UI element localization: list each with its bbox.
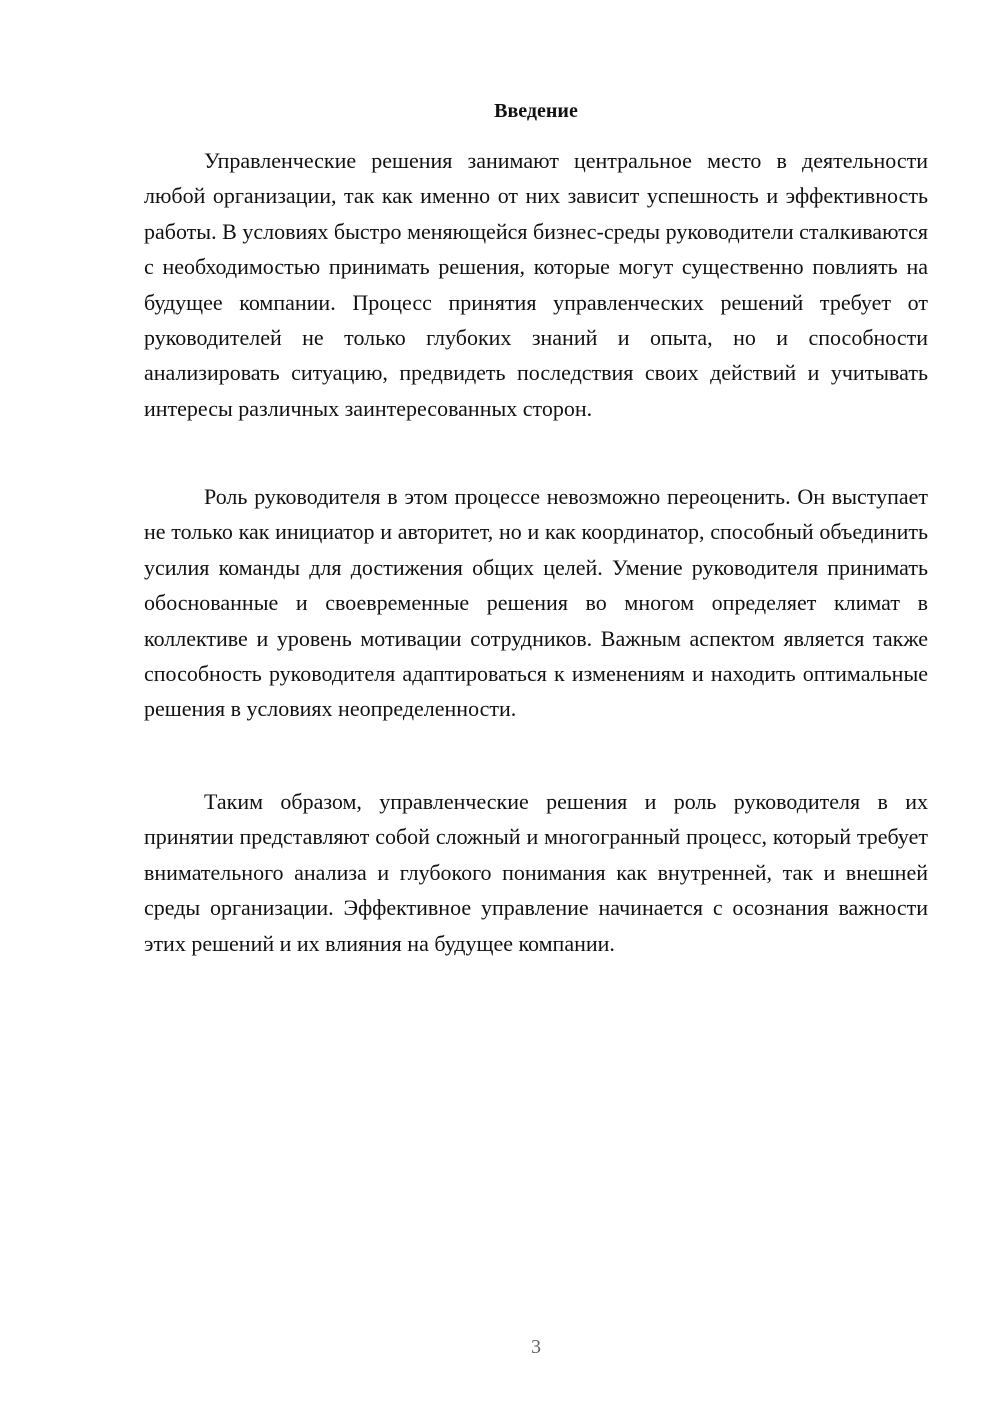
page-number: 3 xyxy=(531,1336,541,1358)
paragraph-conclusion: Таким образом, управленческие решения и роль руководителя в их принятии представляют собой сложный и многогранный процесс, который требует внимательного анализа и глубокого понимания как внутренней, так и внешней среды организации. Эффективное управление начинается с осознания важности этих решений и их влияния на будущее компании. xyxy=(144,789,928,956)
paragraph-manager-role: Роль руководителя в этом процессе невозможно переоценить. Он выступает не только как инициатор и авторитет, но и как координатор, способный объединить усилия команды для достижения общих целей. Умение руководителя принимать обоснованные и своевременные решения во многом определяет климат в коллективе и уровень мотивации сотрудников. Важным аспектом является также способность руководителя адаптироваться к изменениям и находить оптимальные решения в условиях неопределенности. xyxy=(144,484,928,722)
paragraph-intro: Управленческие решения занимают центральное место в деятельности любой организации, так как именно от них зависит успешность и эффективность работы. В условиях быстро меняющейся бизнес-среды руководители сталкиваются с необходимостью принимать решения, которые могут существенно повлиять на будущее компании. Процесс принятия управленческих решений требует от руководителей не только глубоких знаний и опыта, но и способности анализировать ситуацию, предвидеть последствия своих действий и учитывать интересы различных заинтересованных сторон. xyxy=(144,148,928,421)
page-title: Введение xyxy=(494,100,578,122)
